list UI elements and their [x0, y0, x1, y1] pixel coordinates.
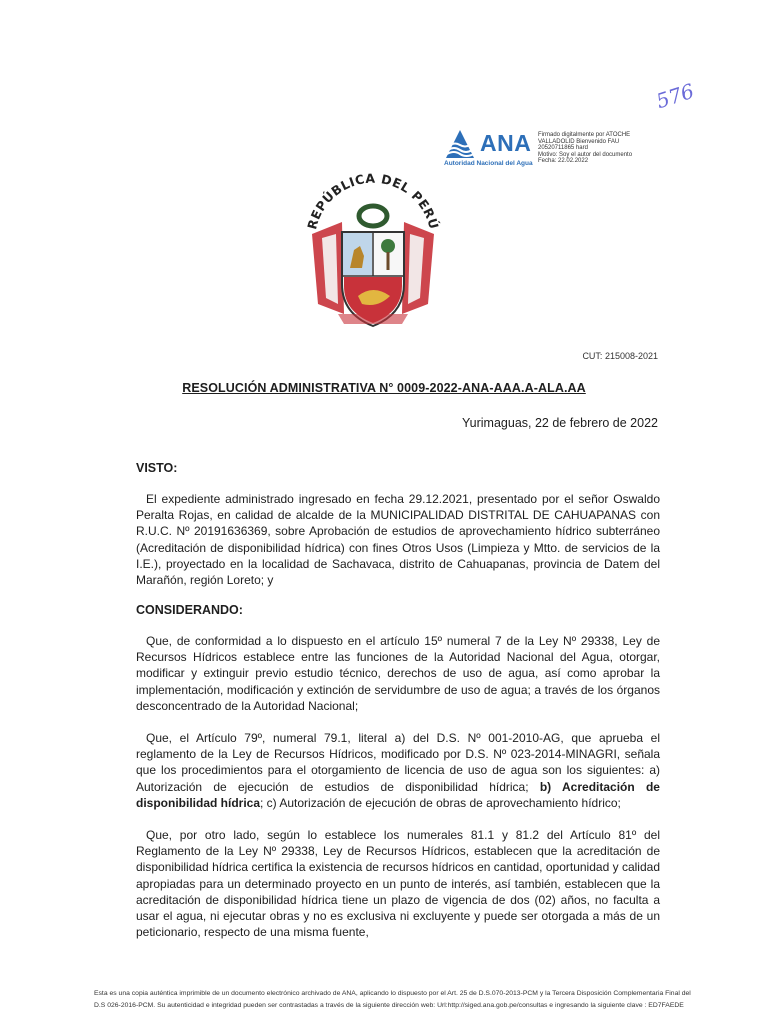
visto-paragraph — [136, 491, 660, 588]
visto-heading: VISTO: — [136, 461, 178, 475]
footer-authenticity-note: Esta es una copia auténtica imprimible de un documento electrónico archivado de ANA, aplicando lo dispuesto por el Art. 25 de D.S.070-2013-PCM y la Tercera Disposición Complementaria Final del D.S 026-2016-PCM. Su autenticidad e integridad pueden ser contrastadas a través de la siguiente dirección web: Url:http://siged.ana.gob.pe/consultas e ingresando la siguiente clave : ED7FAEDE — [94, 990, 691, 1009]
paragraph-text: ; c) Autorización de ejecución de obras de aprovechamiento hídrico; — [260, 795, 621, 810]
paragraph-text: Que, el Artículo 79º, numeral 79.1, literal a) del D.S. Nº 001-2010-AG, que aprueba el reglamento de la Ley de Recursos Hídricos, modificado por D.S. Nº 023-2014-MINAGRI, señala que los procedimientos para el otorgamiento de licencia de uso de agua son los siguientes: a) Autorización de ejecución de estudios de disponibilidad hídrica; — [136, 731, 660, 794]
considerando-paragraph-3 — [136, 827, 660, 940]
signature-line: Firmado digitalmente por ATOCHE — [538, 132, 631, 138]
signature-line: VALLADOLID Bienvenido FAU — [538, 138, 620, 145]
digital-signature-info — [538, 132, 688, 165]
seal-text: REPÚBLICA DEL PERÚ — [304, 170, 442, 231]
ana-logo-word: ANA — [480, 130, 532, 156]
considerando-paragraph-1 — [136, 633, 660, 714]
resolution-date: Yurimaguas, 22 de febrero de 2022 — [462, 416, 658, 430]
coat-of-arms-seal — [298, 164, 448, 344]
paragraph-text: Que, de conformidad a lo dispuesto en el artículo 15º numeral 7 de la Ley Nº 29338, Ley de Recursos Hídricos establece entre las funciones de la Autoridad Nacional del Agua, otorgar, modificar y extinguir previo estudio técnico, derechos de uso de agua, así como aprobar la implementación, modificación y extinción de servidumbre de uso de agua; a través de los órganos desconcentrado de la Autoridad Nacional; — [136, 634, 660, 713]
ana-logo-subtitle: Autoridad Nacional del Agua — [444, 160, 533, 167]
visto-text: El expediente administrado ingresado en fecha 29.12.2021, presentado por el señor Oswaldo Peralta Rojas, en calidad de alcalde de la MUNICIPALIDAD DISTRITAL DE CAHUAPANAS con R.U.C. Nº 20191636369, sobre Aprobación de estudios de aprovechamiento hídrico subterráneo (Acreditación de disponibilidad hídrica) con fines Otros Usos (Limpieza y Mtto. de servicios de la I.E.), proyectado en la localidad de Sachavaca, distrito de Cahuapanas, provincia de Datem del Marañón, región Loreto; y — [136, 492, 660, 588]
considerando-heading: CONSIDERANDO: — [136, 603, 243, 617]
svg-text:REPÚBLICA DEL PERÚ — [304, 171, 442, 231]
signature-line: Fecha: 22.02.2022 — [538, 158, 589, 165]
signature-line: Motivo: Soy el autor del documento — [538, 151, 633, 158]
resolution-title: RESOLUCIÓN ADMINISTRATIVA N° 0009-2022-ANA-AAA.A-ALA.AA — [182, 381, 586, 395]
considerando-paragraph-2 — [136, 730, 660, 811]
signature-line: 20520711865 hard — [538, 145, 588, 152]
paragraph-text: Que, por otro lado, según lo establece los numerales 81.1 y 81.2 del Artículo 81º del Reglamento de la Ley Nº 29338, Ley de Recursos Hídricos, establecen que la acreditación de disponibilidad hídrica certifica la existencia de recursos hídricos en cantidad, oportunidad y calidad apropiadas para un determinado proyecto en un punto de interés, así también, establecen que la acreditación de disponibilidad hídrica tiene un plazo de vigencia de dos (02) años, no faculta a usar el agua, ni ejecutar obras y no es exclusiva ni excluyente y puede ser otorgada a más de un peticionario, respecto de una misma fuente, — [136, 828, 660, 940]
cut-number: CUT: 215008-2021 — [582, 351, 658, 361]
ana-wave-icon — [444, 128, 478, 160]
paragraph-bold-text: b) Acreditación de disponibilidad hídrica — [136, 779, 660, 810]
handwritten-page-number: 576 — [653, 78, 697, 114]
